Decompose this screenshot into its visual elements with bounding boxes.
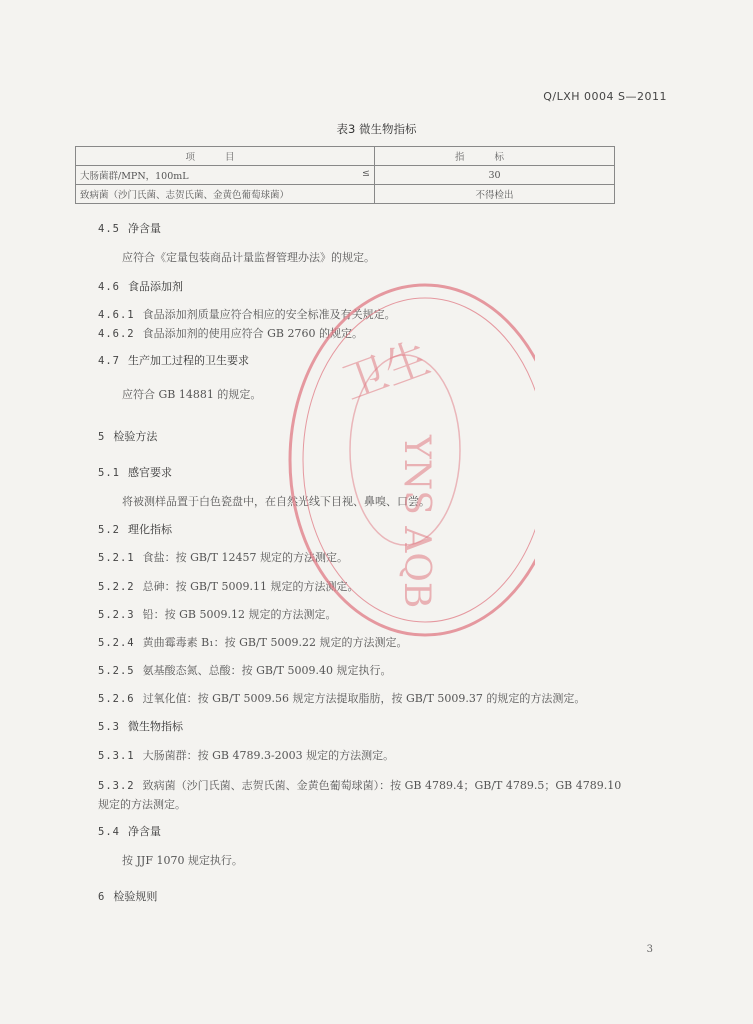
clause-4-6-1: 4.6.1 食品添加剂质量应符合相应的安全标准及有关规定。: [98, 308, 396, 321]
clause-5-2-3: 5.2.3 铅：按 GB 5009.12 规定的方法测定。: [98, 608, 337, 621]
clause-5-2-4: 5.2.4 黄曲霉毒素 B₁：按 GB/T 5009.22 规定的方法测定。: [98, 636, 408, 649]
page-number: 3: [646, 944, 653, 955]
clause-5-3-1: 5.3.1 大肠菌群：按 GB 4789.3-2003 规定的方法测定。: [98, 749, 395, 762]
clause-5-2-1: 5.2.1 食盐：按 GB/T 12457 规定的方法测定。: [98, 551, 349, 564]
table-row: [76, 185, 615, 204]
section-heading-4-6: 4.6 食品添加剂: [98, 280, 183, 293]
table-title: 表3 微生物指标: [336, 122, 417, 136]
clause-4-6-2: 4.6.2 食品添加剂的使用应符合 GB 2760 的规定。: [98, 327, 363, 340]
seal-arc-text: 卫生: [336, 332, 437, 411]
section-heading-5-1: 5.1 感官要求: [98, 466, 172, 479]
col-header-item: 项目: [76, 147, 375, 166]
section-heading-6: 6 检验规则: [98, 890, 158, 903]
standard-code: Q/LXH 0004 S—2011: [543, 90, 667, 103]
section-text-5-1: 将被测样品置于白色瓷盘中，在自然光线下目视、鼻嗅、口尝。: [122, 495, 430, 508]
clause-5-2-2: 5.2.2 总砷：按 GB/T 5009.11 规定的方法测定。: [98, 580, 359, 593]
cell-value: 30: [375, 166, 615, 185]
cell-item: 致病菌（沙门氏菌、志贺氏菌、金黄色葡萄球菌）: [76, 185, 375, 204]
section-heading-5-4: 5.4 净含量: [98, 825, 161, 838]
clause-5-3-2-cont: 规定的方法测定。: [98, 798, 186, 811]
section-text-5-4: 按 JJF 1070 规定执行。: [122, 854, 243, 867]
section-heading-5: 5 检验方法: [98, 430, 158, 443]
section-heading-4-7: 4.7 生产加工过程的卫生要求: [98, 354, 249, 367]
clause-5-2-5: 5.2.5 氨基酸态氮、总酸：按 GB/T 5009.40 规定执行。: [98, 664, 392, 677]
section-text-4-7: 应符合 GB 14881 的规定。: [122, 388, 262, 401]
cell-operator: ≤: [362, 168, 370, 179]
col-header-value: 指标: [375, 147, 615, 166]
seal-center-text: YNS AQB: [396, 435, 437, 609]
section-heading-5-3: 5.3 微生物指标: [98, 720, 183, 733]
section-text-4-5: 应符合《定量包装商品计量监督管理办法》的规定。: [122, 251, 375, 264]
table-header-row: [76, 147, 615, 166]
section-heading-4-5: 4.5 净含量: [98, 222, 161, 235]
cell-item-text: 大肠菌群/MPN，100mL: [80, 171, 189, 182]
cell-item: [76, 166, 375, 185]
cell-value: 不得检出: [375, 185, 615, 204]
section-heading-5-2: 5.2 理化指标: [98, 523, 172, 536]
clause-5-2-6: 5.2.6 过氧化值：按 GB/T 5009.56 规定方法提取脂肪，按 GB/T 5009.37 的规定的方法测定。: [98, 692, 586, 705]
microbial-spec-table: [75, 146, 615, 204]
clause-5-3-2: 5.3.2 致病菌（沙门氏菌、志贺氏菌、金黄色葡萄球菌）：按 GB 4789.4；GB/T 4789.5；GB 4789.10: [98, 779, 622, 792]
table-row: [76, 166, 615, 185]
